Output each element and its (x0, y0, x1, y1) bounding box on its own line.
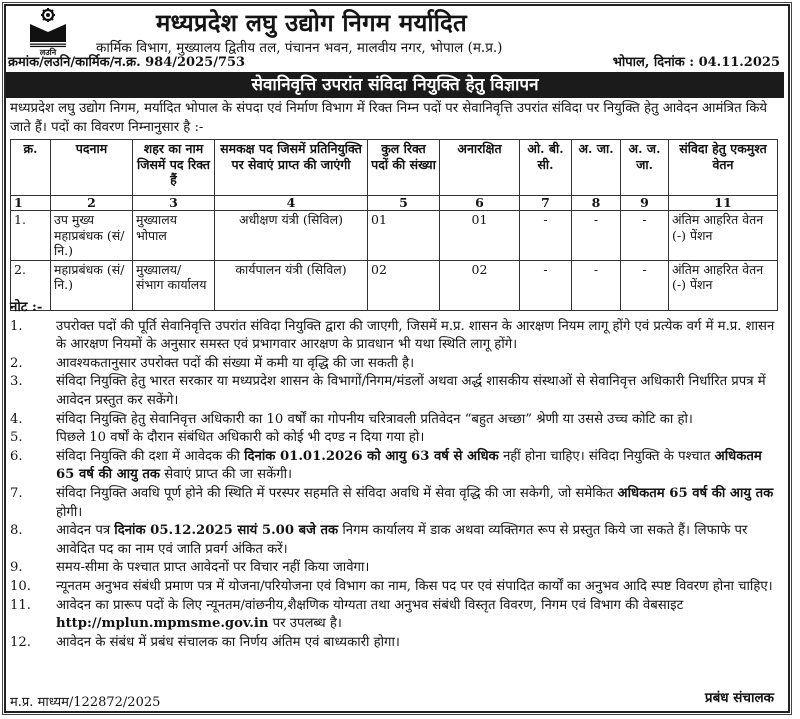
note-item (10, 355, 782, 374)
column-number: 2 (51, 196, 133, 211)
issue-date: भोपाल, दिनांक : 04.11.2025 (612, 55, 780, 70)
column-number: 8 (572, 196, 621, 211)
note-text: आवश्यकतानुसार उपरोक्त पदों की संख्या में कमी या वृद्धि की जा सकती है। (56, 355, 415, 371)
total-posts-cell: 02 (368, 260, 440, 310)
salary-cell: अंतिम आहरित वेतन (-) पेंशन (669, 211, 778, 261)
note-item (10, 634, 782, 653)
department-address: कार्मिक विभाग, मुख्यालय द्वितीय तल, पंचानन भवन, मालवीय नगर, भोपाल (म.प्र.) (96, 40, 503, 56)
note-item (10, 318, 782, 355)
total-posts-cell: 01 (368, 211, 440, 261)
note-number: 4. (10, 411, 23, 427)
table-row (11, 211, 778, 261)
column-number: 7 (520, 196, 572, 211)
note-number: 8. (10, 523, 23, 539)
note-text-part: संविदा नियुक्ति की दशा में आवेदक की (56, 448, 245, 464)
sc-cell: - (572, 211, 621, 261)
vacancy-table (10, 139, 778, 311)
note-number: 7. (10, 485, 23, 501)
header-cell: ओ. बी. सी. (520, 140, 572, 196)
header-cell: पदनाम (51, 140, 133, 196)
column-number: 5 (368, 196, 440, 211)
unreserved-cell: 01 (440, 211, 520, 261)
note-item (10, 429, 782, 448)
note-number: 9. (10, 560, 23, 576)
note-text (56, 448, 782, 485)
note-item (10, 485, 782, 522)
equivalent-post-cell: कार्यपालन यंत्री (सिविल) (215, 260, 368, 310)
column-number: 3 (133, 196, 215, 211)
note-bold-text: दिनांक 01.01.2026 को आयु 63 वर्ष से अधिक (244, 448, 499, 464)
note-number: 1. (10, 318, 23, 334)
unreserved-cell: 02 (440, 260, 520, 310)
note-text-part: आवेदन पत्र (56, 523, 115, 539)
post-name-cell: उप मुख्य महाप्रबंधक (सं/नि.) (51, 211, 133, 261)
post-name-cell: महाप्रबंधक (सं/नि.) (51, 260, 133, 310)
column-number: 11 (669, 196, 778, 211)
column-number: 6 (440, 196, 520, 211)
note-text: संविदा नियुक्ति हेतु सेवानिवृत्त अधिकारी का 10 वर्षों का गोपनीय चरित्रावली प्रतिवेदन “बहुत अच्छा” श्रेणी या उससे उच्च कोटि का हो। (56, 411, 693, 427)
table-header-row (11, 140, 778, 196)
header-cell: शहर का नाम जिसमें पद रिक्त हैं (133, 140, 215, 196)
note-item (10, 522, 782, 559)
note-number: 11. (10, 597, 31, 613)
notes-title: नोट :- (10, 300, 43, 315)
header-cell: कुल रिक्त पदों की संख्या (368, 140, 440, 196)
note-text-part: पर उपलब्ध है। (268, 616, 342, 632)
note-text (56, 522, 782, 559)
obc-cell: - (520, 211, 572, 261)
serial-cell: 2. (11, 260, 51, 310)
note-text-part: नहीं होना चाहिए। संविदा नियुक्ति के पश्चात (498, 448, 715, 464)
signatory: प्रबंध संचालक (704, 690, 774, 706)
reference-line (8, 52, 786, 70)
note-text-part: निगम कार्यालय में डाक अथवा व्यक्तिगत रूप से प्रस्तुत किये जा सकते हैं। लिफाफे पर आवेदित पद का नाम एवं जाति प्रवर्ग अंकित करें। (56, 523, 748, 557)
organization-title: मध्यप्रदेश लघु उद्योग निगम मर्यादित (156, 8, 467, 37)
media-reference: म.प्र. माध्यम/122872/2025 (10, 695, 161, 710)
note-text: संविदा नियुक्ति हेतु भारत सरकार या मध्यप्रदेश शासन के विभागों/निगम/मंडलों अथवा अर्द्ध शासकीय संस्थाओं से सेवानिवृत्त अधिकारी निर्धारित प्रपत्र में आवेदन प्रस्तुत कर सकेंगे। (56, 374, 766, 408)
note-item (10, 578, 782, 597)
note-text: उपरोक्त पदों की पूर्ति सेवानिवृत्ति उपरांत संविदा नियुक्ति द्वारा की जाएगी, जिसमें म.प्र. शासन के आरक्षण नियम लागू होंगे एवं प्रत्येक वर्ग में म.प्र. शासन के आरक्षण नियमों के अनुसार समस्त एवं प्रभागवार आरक्षण के प्रावधान भी यथा स्थिति लागू होंगे। (56, 318, 775, 353)
city-cell: मुख्यालय भोपाल (133, 211, 215, 261)
intro-paragraph: मध्यप्रदेश लघु उद्योग निगम, मर्यादित भोपाल के संपदा एवं निर्माण विभाग में रिक्त निम्न पदों पर सेवानिवृत्ति उपरांत संविदा पर नियुक्ति हेतु आवेदन आमंत्रित किये जाते हैं। पदों का विवरण निम्नानुसार है :- (10, 101, 767, 135)
advertisement-banner: सेवानिवृत्ति उपरांत संविदा नियुक्ति हेतु विज्ञापन (6, 72, 784, 98)
note-item (10, 559, 782, 578)
note-item (10, 373, 782, 410)
note-number: 5. (10, 430, 23, 446)
serial-cell: 1. (11, 211, 51, 261)
column-number-row (11, 196, 778, 211)
note-text-part: सेवाएं प्राप्त की जा सकेंगी। (160, 467, 293, 483)
website-link[interactable]: http://mplun.mpmsme.gov.in (56, 616, 269, 632)
note-text: समय-सीमा के पश्चात प्राप्त आवेदनों पर विचार नहीं किया जावेगा। (56, 560, 370, 576)
header-cell: अनारक्षित (440, 140, 520, 196)
st-cell: - (621, 211, 669, 261)
note-bold-text: अधिकतम 65 वर्ष की आयु तक (56, 448, 762, 483)
reference-number: क्रमांक/लउनि/कार्मिक/न.क्र. 984/2025/753 (8, 55, 246, 70)
salary-cell: अंतिम आहरित वेतन (-) पेंशन (669, 260, 778, 310)
header-cell: अ. ज. जा. (621, 140, 669, 196)
note-bold-text: अधिकतम 65 वर्ष की आयु तक (617, 485, 774, 501)
column-number: 9 (621, 196, 669, 211)
sc-cell: - (572, 260, 621, 310)
header-cell: क्र. (11, 140, 51, 196)
city-cell: मुख्यालय/ संभाग कार्यालय (133, 260, 215, 310)
note-text (56, 485, 782, 522)
note-text: आवेदन के संबंध में प्रबंध संचालक का निर्णय अंतिम एवं बाध्यकारी होगा। (56, 634, 400, 650)
note-number: 6. (10, 448, 23, 464)
note-text (56, 597, 782, 634)
note-text: न्यूनतम अनुभव संबंधी प्रमाण पत्र में योजना/परियोजना एवं विभाग का नाम, किस पद पर एवं संपादित कार्यों का अनुभव आदि स्पष्ट विवरण होना चाहिए। (56, 578, 773, 594)
note-item (10, 411, 782, 430)
note-number: 10. (10, 578, 31, 594)
header-cell: समकक्ष पद जिसमें प्रतिनियुक्ति पर सेवाएं प्राप्त की जाएंगी (215, 140, 368, 196)
note-text-part: होगी। (56, 504, 83, 520)
note-item (10, 597, 782, 634)
column-number: 4 (215, 196, 368, 211)
header-cell: संविदा हेतु एकमुश्त वेतन (669, 140, 778, 196)
column-number: 1 (11, 196, 51, 211)
note-bold-text: दिनांक 05.12.2025 सायं 5.00 बजे तक (114, 523, 339, 539)
obc-cell: - (520, 260, 572, 310)
note-item (10, 448, 782, 485)
equivalent-post-cell: अधीक्षण यंत्री (सिविल) (215, 211, 368, 261)
note-text-part: संविदा नियुक्ति अवधि पूर्ण होने की स्थिति में परस्पर सहमति से संविदा अवधि में सेवा वृद्धि की जा सकेगी, जो समेकित (56, 485, 618, 501)
note-text: पिछले 10 वर्षों के दौरान संबंधित अधिकारी को कोई भी दण्ड न दिया गया हो। (56, 430, 425, 446)
footer (10, 692, 782, 710)
header-cell: अ. जा. (572, 140, 621, 196)
organization-logo (28, 8, 68, 56)
st-cell: - (621, 260, 669, 310)
note-text-part: आवेदन का प्रारूप पदों के लिए न्यूनतम/वांछनीय,शैक्षणिक योग्यता तथा अनुभव संबंधी विस्तृत विवरण, निगम एवं विभाग की वेबसाइट (56, 597, 684, 613)
note-number: 2. (10, 355, 23, 371)
notes-section (10, 299, 782, 652)
note-number: 3. (10, 374, 23, 390)
logo-text: लउनि (39, 48, 57, 56)
note-number: 12. (10, 634, 31, 650)
